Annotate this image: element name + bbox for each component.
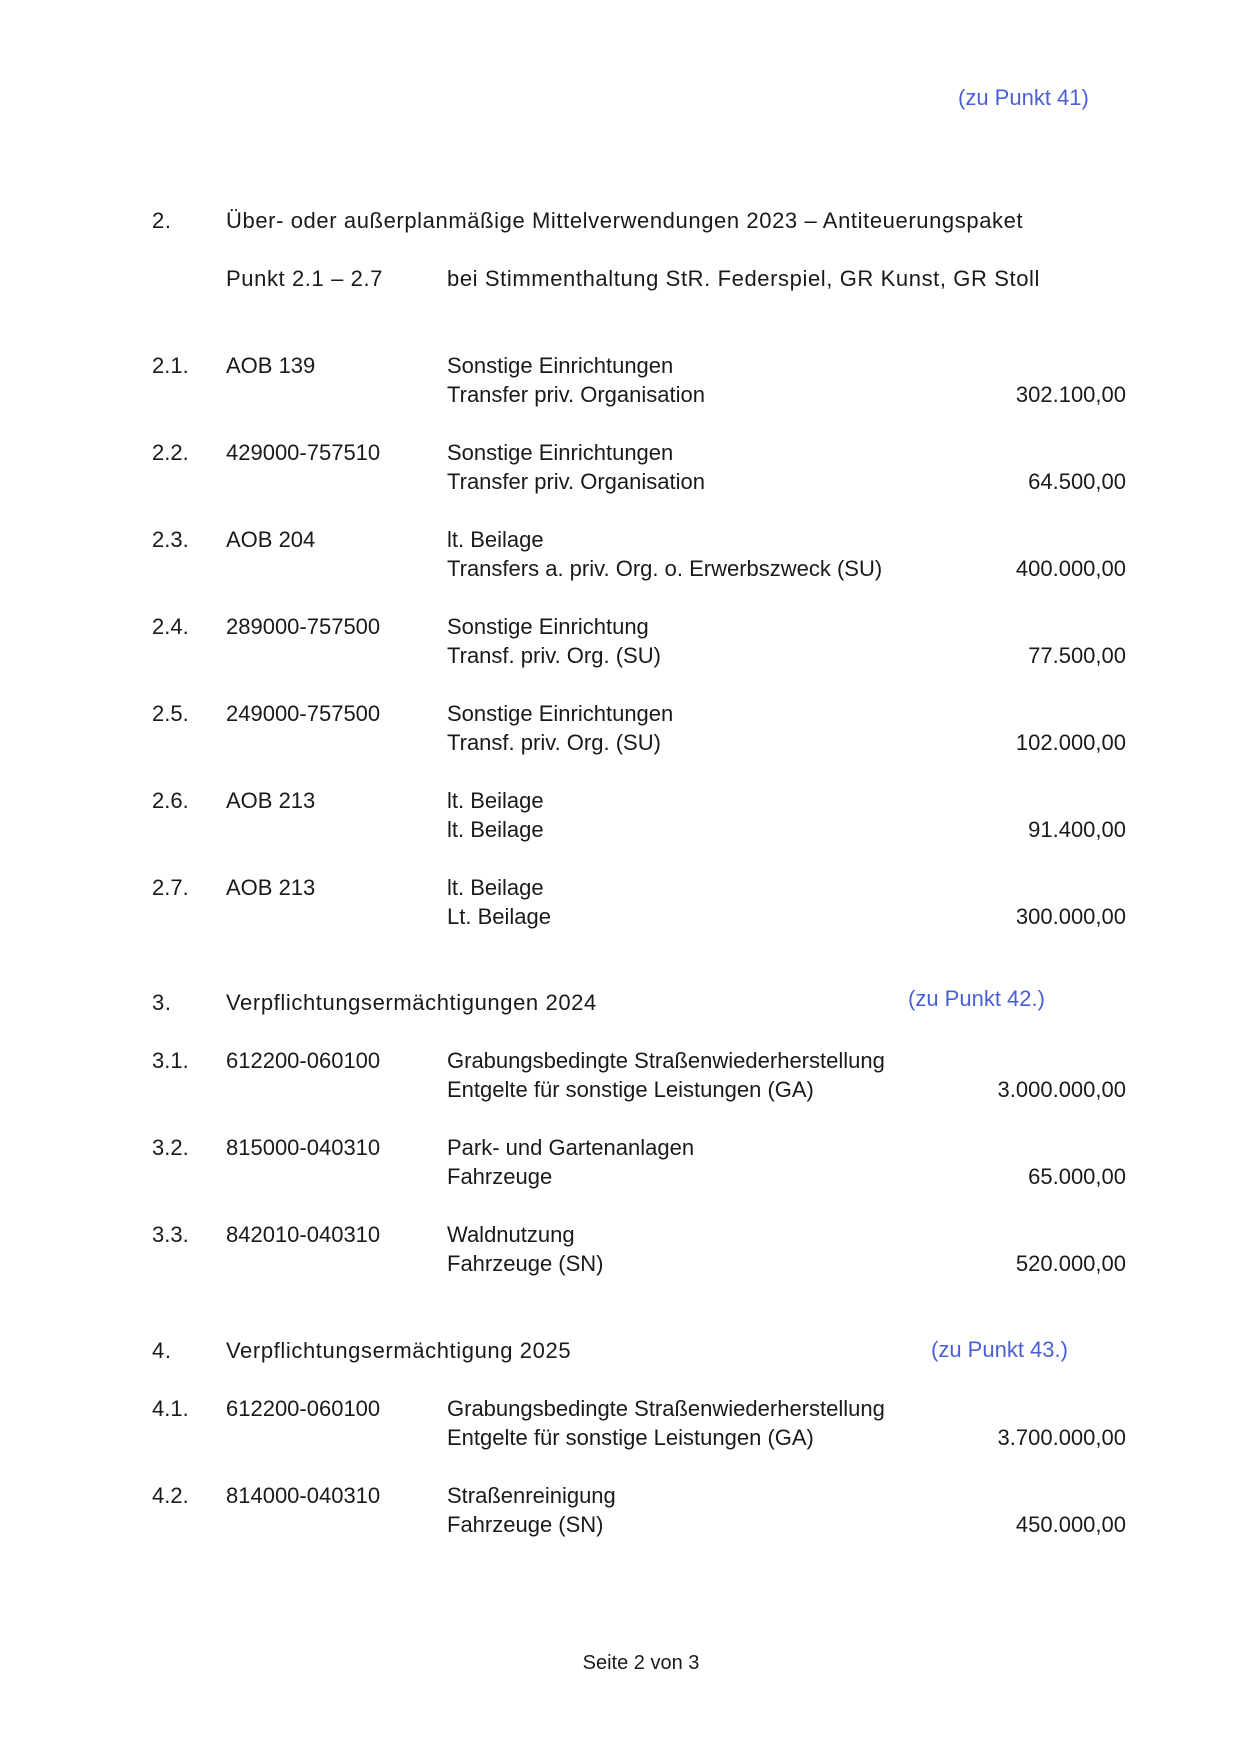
item-code: AOB 139 bbox=[226, 353, 316, 378]
item-description: Park- und Gartenanlagen bbox=[447, 1135, 695, 1160]
item-description: lt. Beilage bbox=[447, 788, 544, 813]
item-number: 4.2. bbox=[152, 1483, 189, 1508]
item-code: 815000-040310 bbox=[226, 1135, 381, 1160]
item-number: 3.2. bbox=[152, 1135, 189, 1160]
item-number: 2.1. bbox=[152, 353, 189, 378]
section-3-reference-note: (zu Punkt 42.) bbox=[908, 986, 1045, 1011]
item-description: Sonstige Einrichtungen bbox=[447, 440, 674, 465]
item-account: Transf. priv. Org. (SU) bbox=[447, 643, 661, 668]
item-number: 2.3. bbox=[152, 527, 189, 552]
item-account: Entgelte für sonstige Leistungen (GA) bbox=[447, 1077, 814, 1102]
item-description: Grabungsbedingte Straßenwiederherstellung bbox=[447, 1048, 885, 1073]
item-description: lt. Beilage bbox=[447, 527, 544, 552]
item-amount: 300.000,00 bbox=[1015, 904, 1126, 929]
item-code: AOB 213 bbox=[226, 875, 316, 900]
item-description: lt. Beilage bbox=[447, 875, 544, 900]
item-account: lt. Beilage bbox=[447, 817, 544, 842]
item-code: 814000-040310 bbox=[226, 1483, 381, 1508]
section-4-number: 4. bbox=[152, 1338, 172, 1363]
item-amount: 91.400,00 bbox=[1028, 817, 1126, 842]
item-code: 289000-757500 bbox=[226, 614, 381, 639]
page-number-footer: Seite 2 von 3 bbox=[582, 1652, 700, 1674]
item-amount: 520.000,00 bbox=[1015, 1251, 1126, 1276]
item-account: Fahrzeuge bbox=[447, 1164, 553, 1189]
item-description: Sonstige Einrichtung bbox=[447, 614, 649, 639]
item-amount: 102.000,00 bbox=[1015, 730, 1126, 755]
item-code: 429000-757510 bbox=[226, 440, 381, 465]
item-amount: 450.000,00 bbox=[1015, 1512, 1126, 1537]
item-code: 249000-757500 bbox=[226, 701, 381, 726]
item-account: Entgelte für sonstige Leistungen (GA) bbox=[447, 1425, 814, 1450]
item-description: Sonstige Einrichtungen bbox=[447, 353, 674, 378]
section-4-reference-note: (zu Punkt 43.) bbox=[931, 1337, 1068, 1362]
item-description: Straßenreinigung bbox=[447, 1483, 616, 1508]
item-number: 2.5. bbox=[152, 701, 189, 726]
section-2-sub-label: Punkt 2.1 – 2.7 bbox=[226, 266, 383, 291]
item-description: Sonstige Einrichtungen bbox=[447, 701, 674, 726]
section-2-sub-text: bei Stimmenthaltung StR. Federspiel, GR Kunst, GR Stoll bbox=[447, 266, 1041, 291]
item-code: 612200-060100 bbox=[226, 1048, 381, 1073]
section-4-title: Verpflichtungsermächtigung 2025 bbox=[226, 1338, 572, 1363]
section-3-title: Verpflichtungsermächtigungen 2024 bbox=[226, 990, 597, 1015]
item-amount: 77.500,00 bbox=[1028, 643, 1126, 668]
item-account: Lt. Beilage bbox=[447, 904, 551, 929]
item-description: Grabungsbedingte Straßenwiederherstellung bbox=[447, 1396, 885, 1421]
item-code: 842010-040310 bbox=[226, 1222, 381, 1247]
item-amount: 3.700.000,00 bbox=[997, 1425, 1126, 1450]
item-account: Fahrzeuge (SN) bbox=[447, 1512, 604, 1537]
item-number: 4.1. bbox=[152, 1396, 189, 1421]
item-code: AOB 213 bbox=[226, 788, 316, 813]
item-account: Transfers a. priv. Org. o. Erwerbszweck (SU) bbox=[447, 556, 883, 581]
section-2-title: Über- oder außerplanmäßige Mittelverwendungen 2023 – Antiteuerungspaket bbox=[226, 208, 1024, 233]
item-amount: 3.000.000,00 bbox=[997, 1077, 1126, 1102]
item-description: Waldnutzung bbox=[447, 1222, 575, 1247]
item-amount: 400.000,00 bbox=[1015, 556, 1126, 581]
item-number: 2.4. bbox=[152, 614, 189, 639]
item-code: 612200-060100 bbox=[226, 1396, 381, 1421]
reference-note-top: (zu Punkt 41) bbox=[958, 85, 1089, 110]
section-2-number: 2. bbox=[152, 208, 172, 233]
item-number: 3.3. bbox=[152, 1222, 189, 1247]
item-number: 2.2. bbox=[152, 440, 189, 465]
item-account: Transf. priv. Org. (SU) bbox=[447, 730, 661, 755]
item-amount: 65.000,00 bbox=[1028, 1164, 1126, 1189]
item-account: Transfer priv. Organisation bbox=[447, 382, 705, 407]
item-number: 2.6. bbox=[152, 788, 189, 813]
item-code: AOB 204 bbox=[226, 527, 316, 552]
item-amount: 302.100,00 bbox=[1015, 382, 1126, 407]
item-account: Transfer priv. Organisation bbox=[447, 469, 705, 494]
section-3-number: 3. bbox=[152, 990, 172, 1015]
item-number: 2.7. bbox=[152, 875, 189, 900]
item-number: 3.1. bbox=[152, 1048, 189, 1073]
item-amount: 64.500,00 bbox=[1028, 469, 1126, 494]
item-account: Fahrzeuge (SN) bbox=[447, 1251, 604, 1276]
